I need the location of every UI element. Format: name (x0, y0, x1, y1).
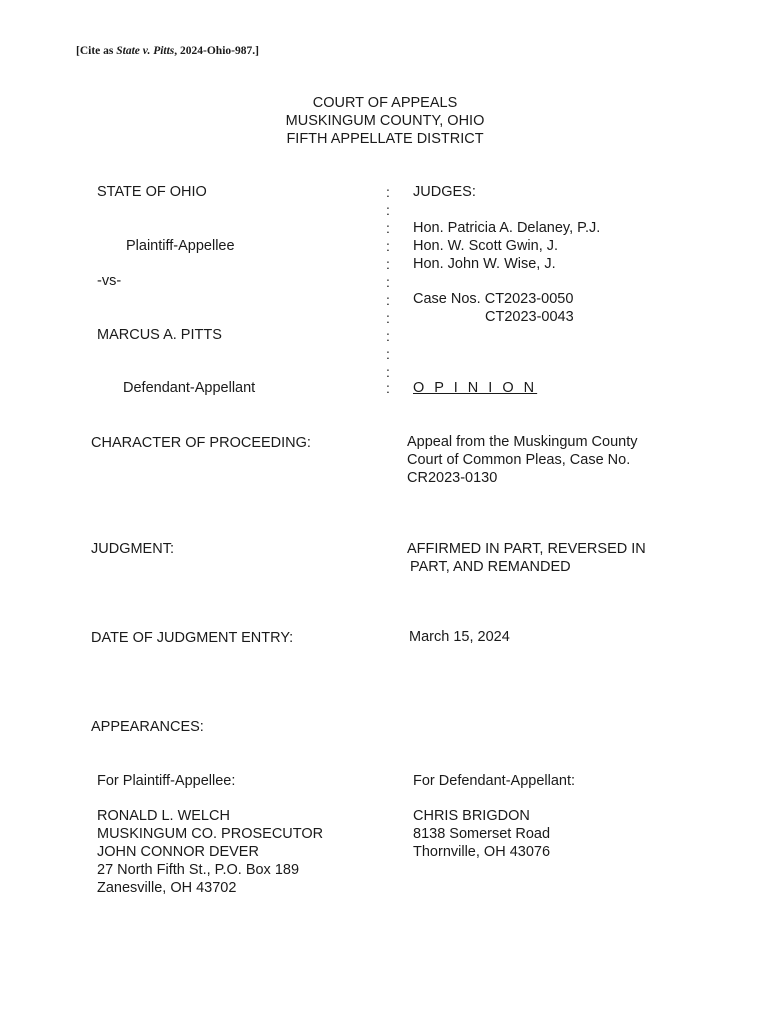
appearances-label: APPEARANCES: (91, 719, 204, 735)
caption-divider: : (386, 256, 390, 272)
plaintiff-role: Plaintiff-Appellee (126, 238, 235, 254)
court-county: MUSKINGUM COUNTY, OHIO (285, 113, 485, 129)
caption-divider: : (386, 364, 390, 380)
counsel-line: Zanesville, OH 43702 (97, 880, 237, 896)
court-name: COURT OF APPEALS (312, 95, 458, 111)
plaintiff-counsel-header: For Plaintiff-Appellee: (97, 773, 236, 789)
citation-prefix: [Cite as (76, 45, 117, 57)
character-of-proceeding-label: CHARACTER OF PROCEEDING: (91, 435, 311, 451)
caption-divider: : (386, 274, 390, 290)
defendant-counsel-block (413, 807, 550, 861)
counsel-line: MUSKINGUM CO. PROSECUTOR (97, 826, 324, 842)
court-district: FIFTH APPELLATE DISTRICT (286, 131, 484, 147)
case-number-secondary: CT2023-0043 (485, 309, 574, 325)
versus-label: -vs- (97, 273, 122, 289)
caption-divider: : (386, 238, 390, 254)
caption-divider: : (386, 184, 390, 200)
judge-name: Hon. W. Scott Gwin, J. (413, 238, 559, 254)
caption-divider: : (386, 310, 390, 326)
court-header (0, 94, 770, 148)
judgment-date-label: DATE OF JUDGMENT ENTRY: (91, 630, 294, 646)
plaintiff-counsel-block (97, 807, 323, 897)
caption-divider: : (386, 380, 390, 396)
caption-divider: : (386, 328, 390, 344)
defendant-role: Defendant-Appellant (123, 380, 256, 396)
judgment-line: AFFIRMED IN PART, REVERSED IN (407, 541, 646, 557)
counsel-line: Thornville, OH 43076 (413, 844, 551, 860)
counsel-line: CHRIS BRIGDON (413, 808, 530, 824)
caption-divider: : (386, 220, 390, 236)
judges-label: JUDGES: (413, 184, 476, 200)
counsel-line: 8138 Somerset Road (413, 826, 551, 842)
case-numbers-label: Case Nos. CT2023-0050 (413, 291, 574, 307)
judge-name: Hon. Patricia A. Delaney, P.J. (413, 220, 601, 236)
judge-name: Hon. John W. Wise, J. (413, 256, 556, 272)
citation-case-name: State v. Pitts (116, 45, 175, 57)
caption-divider: : (386, 202, 390, 218)
caption-divider: : (386, 346, 390, 362)
counsel-line: JOHN CONNOR DEVER (97, 844, 259, 860)
opinion-title: O P I N I O N (413, 380, 538, 396)
character-line: Appeal from the Muskingum County (407, 434, 638, 450)
defendant-counsel-header: For Defendant-Appellant: (413, 773, 576, 789)
caption-divider: : (386, 292, 390, 308)
counsel-line: 27 North Fifth St., P.O. Box 189 (97, 862, 300, 878)
character-of-proceeding-value (407, 433, 638, 487)
judgment-date-value: March 15, 2024 (409, 629, 510, 645)
character-line: Court of Common Pleas, Case No. (407, 452, 631, 468)
counsel-line: RONALD L. WELCH (97, 808, 230, 824)
plaintiff-name: STATE OF OHIO (97, 184, 207, 200)
defendant-name: MARCUS A. PITTS (97, 327, 222, 343)
judgment-label: JUDGMENT: (91, 541, 174, 557)
judges-list (413, 219, 600, 273)
judgment-value (407, 540, 646, 576)
citation-line (76, 45, 259, 57)
character-line: CR2023-0130 (407, 470, 498, 486)
citation-suffix: , 2024-Ohio-987.] (174, 45, 259, 57)
judgment-line: PART, AND REMANDED (410, 559, 571, 575)
